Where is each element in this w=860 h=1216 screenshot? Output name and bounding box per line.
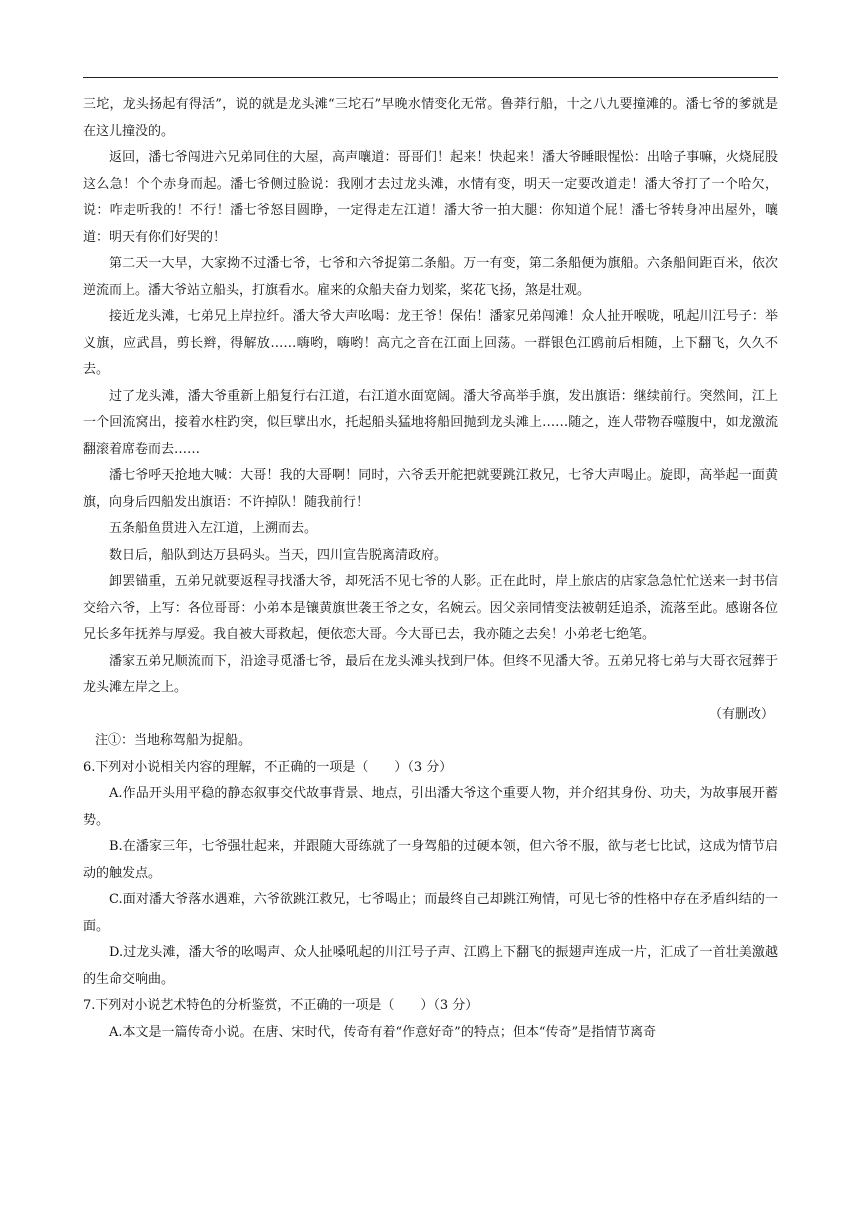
source-note: （有删改） <box>708 706 774 722</box>
passage-paragraph: 五条船鱼贯进入左江道，上溯而去。 <box>109 521 318 536</box>
footnote: 注①：当地称驾船为捉船。 <box>95 733 252 748</box>
passage-paragraph: 潘家五弟兄顺流而下，沿途寻觅潘七爷，最后在龙头滩头找到尸体。但终不见潘大爷。五弟兄将七弟与大哥衣冠葬于龙头滩左岸之上。 <box>83 653 778 695</box>
passage-paragraph: 第二天一大早，大家拗不过潘七爷，七爷和六爷捉第二条船。万一有变，第二条船便为旗船。六条船间距百米，依次逆流而上。潘大爷站立船头，打旗看水。雇来的众船夫奋力划桨，桨花飞扬，煞是壮观。 <box>83 256 778 298</box>
question-stem: 7.下列对小说艺术特色的分析鉴赏，不正确的一项是（ ）（3 分） <box>83 998 479 1013</box>
passage-paragraph: 三坨，龙头扬起有得活”，说的就是龙头滩“三坨石”早晚水情变化无常。鲁莽行船，十之八九要撞滩的。潘七爷的爹就是在这儿撞没的。 <box>83 97 778 139</box>
question-option-a: A.作品开头用平稳的静态叙事交代故事背景、地点，引出潘大爷这个重要人物，并介绍其身份、功夫，为故事展开蓄势。 <box>83 786 778 828</box>
passage-paragraph: 接近龙头滩，七弟兄上岸拉纤。潘大爷大声吆喝：龙王爷！保佑！潘家兄弟闯滩！众人扯开喉咙，吼起川江号子：举义旗，应武昌，剪长辫，得解放……嗨哟，嗨哟！高亢之音在江面上回荡。一群银色江鸥前后相随，上下翻飞，久久不去。 <box>83 309 778 377</box>
passage-paragraph: 过了龙头滩，潘大爷重新上船复行右江道，右江道水面宽阔。潘大爷高举手旗，发出旗语：继续前行。突然间，江上一个回流窝出，接着水柱趵突，似巨擘出水，托起船头猛地将船回抛到龙头滩上……随之，连人带物吞噬腹中，如龙激流翻滚着席卷而去…… <box>83 388 778 457</box>
question-stem: 6.下列对小说相关内容的理解，不正确的一项是（ ）（3 分） <box>83 759 453 775</box>
question-option-b: B.在潘家三年，七爷强壮起来，并跟随大哥练就了一身驾船的过硬本领，但六爷不服，欲与老七比试，这成为情节启动的触发点。 <box>83 839 778 881</box>
question-option-c: C.面对潘大爷落水遇难，六爷欲跳江救兄，七爷喝止；而最终自己却跳江殉情，可见七爷的性格中存在矛盾纠结的一面。 <box>83 892 778 934</box>
question-option-a: A.本文是一篇传奇小说。在唐、宋时代，传奇有着“作意好奇”的特点；但本“传奇”是指情节离奇 <box>109 1024 657 1040</box>
header-rule <box>83 77 778 78</box>
passage-paragraph: 数日后，船队到达万县码头。当天，四川宣告脱离清政府。 <box>109 547 448 563</box>
document-body <box>83 92 778 1046</box>
passage-paragraph: 潘七爷呼天抢地大喊：大哥！我的大哥啊！同时，六爷丢开舵把就要跳江救兄，七爷大声喝止。旋即，高举起一面黄旗，向身后四船发出旗语：不许掉队！随我前行！ <box>83 468 778 510</box>
passage-paragraph: 卸罢锚重，五弟兄就要返程寻找潘大爷，却死活不见七爷的人影。正在此时，岸上旅店的店家急急忙忙送来一封书信交给六爷，上写：各位哥哥：小弟本是镶黄旗世袭王爷之女，名婉云。因父亲同情变法被朝廷追杀，流落至此。感谢各位兄长多年抚养与厚爱。我自被大哥救起，便依恋大哥。今大哥已去，我亦随之去矣！小弟老七绝笔。 <box>83 574 778 642</box>
passage-paragraph: 返回，潘七爷闯进六兄弟同住的大屋，高声嚷道：哥哥们！起来！快起来！潘大爷睡眼惺忪：出啥子事嘛，火烧屁股这么急！个个赤身而起。潘七爷侧过脸说：我刚才去过龙头滩，水情有变，明天一定要改道走！潘大爷打了一个哈欠，说：咋走听我的！不行！潘七爷怒目圆睁，一定得走左江道！潘大爷一拍大腿：你知道个屁！潘七爷转身冲出屋外，嚷道：明天有你们好哭的！ <box>83 150 778 245</box>
question-option-d: D.过龙头滩，潘大爷的吆喝声、众人扯嗓吼起的川江号子声、江鸥上下翻飞的振翅声连成一片，汇成了一首壮美激越的生命交响曲。 <box>83 945 778 987</box>
